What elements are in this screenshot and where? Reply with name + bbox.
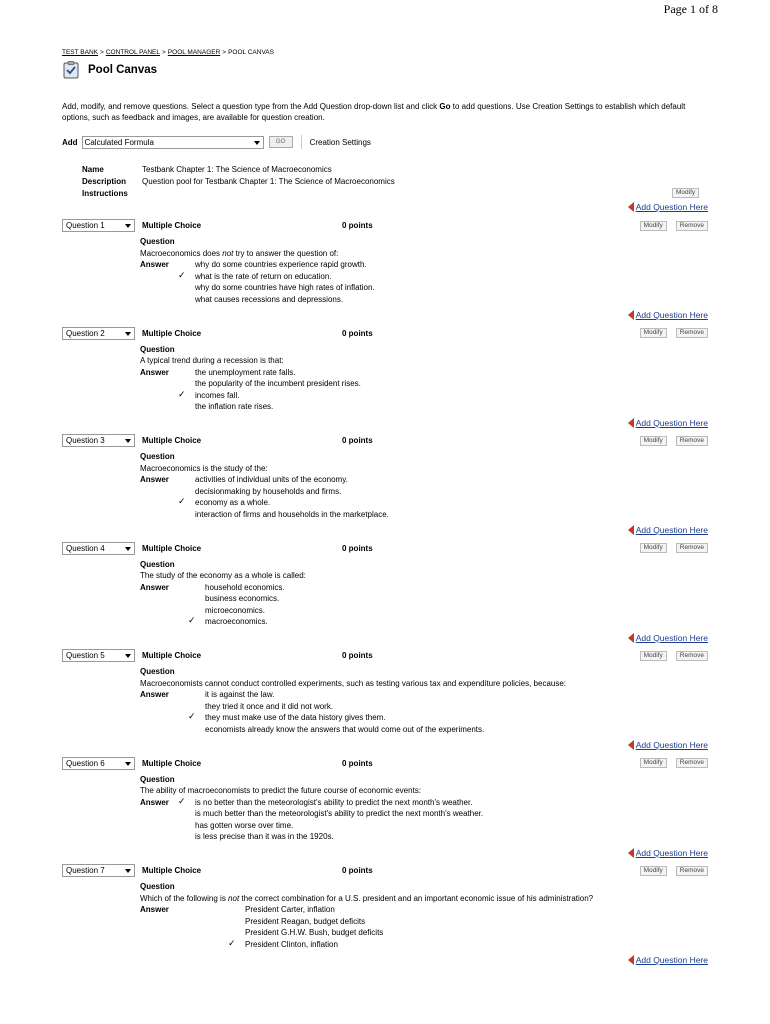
answer-label: Answer xyxy=(140,260,169,269)
red-triangle-icon xyxy=(628,310,634,320)
red-triangle-icon xyxy=(628,848,634,858)
question-label: Question xyxy=(140,774,175,784)
pool-description: Question pool for Testbank Chapter 1: The Science of Macroeconomics xyxy=(142,177,395,186)
checkmark-icon: ✓ xyxy=(178,795,186,806)
modify-button[interactable]: Modify xyxy=(640,436,667,446)
answer-label: Answer xyxy=(140,797,169,807)
question-type-select[interactable]: Calculated Formula xyxy=(82,136,264,149)
answer-option: decisionmaking by households and firms. xyxy=(195,486,342,496)
answer-option: ✓ they must make use of the data history gives them. xyxy=(188,711,386,722)
answers xyxy=(140,689,710,735)
breadcrumb-current: POOL CANVAS xyxy=(228,49,274,56)
question-points: 0 points xyxy=(342,221,373,230)
modify-button[interactable]: Modify xyxy=(640,543,667,553)
pool-info xyxy=(82,164,395,200)
question-body xyxy=(140,666,710,735)
chevron-down-icon xyxy=(125,547,131,551)
question-points: 0 points xyxy=(342,436,373,445)
answer-option: ✓ macroeconomics. xyxy=(188,615,268,626)
question-points: 0 points xyxy=(342,758,373,768)
answer-label: Answer xyxy=(140,690,169,699)
question-body xyxy=(140,881,710,950)
remove-button[interactable]: Remove xyxy=(676,328,708,338)
modify-button[interactable]: Modify xyxy=(640,328,667,338)
answer-option: President Reagan, budget deficits xyxy=(245,916,366,926)
modify-button[interactable]: Modify xyxy=(640,758,667,768)
add-question-here-link[interactable]: Add Question Here xyxy=(628,202,708,212)
add-question-here-link[interactable]: Add Question Here xyxy=(628,955,708,965)
question-points: 0 points xyxy=(342,866,373,875)
add-label: Add xyxy=(62,137,78,147)
answer-option: ✓ economy as a whole. xyxy=(178,496,271,507)
question-order-select[interactable]: Question 6 xyxy=(62,757,135,770)
answer-option: what causes recessions and depressions. xyxy=(195,294,344,304)
remove-button[interactable]: Remove xyxy=(676,758,708,768)
checkmark-icon: ✓ xyxy=(178,269,186,280)
question-label: Question xyxy=(140,667,175,676)
chevron-down-icon xyxy=(125,869,131,873)
answer-option: President G.H.W. Bush, budget deficits xyxy=(245,928,384,937)
breadcrumb-separator: > xyxy=(100,49,104,56)
answer-label: Answer xyxy=(140,905,169,914)
add-question-here-link[interactable]: Add Question Here xyxy=(628,740,708,750)
divider xyxy=(301,135,302,149)
answer-option: the popularity of the incumbent president rises. xyxy=(195,379,361,388)
answers xyxy=(140,367,710,413)
add-question-bar xyxy=(62,135,371,149)
answer-option: household economics. xyxy=(205,582,285,592)
question-points: 0 points xyxy=(342,543,373,553)
question-points: 0 points xyxy=(342,651,373,660)
question-header xyxy=(62,757,708,770)
title-row xyxy=(62,61,157,79)
answer-option: ✓ incomes fall. xyxy=(178,388,240,400)
question-type: Multiple Choice xyxy=(142,436,202,445)
answer-option: President Carter, inflation xyxy=(245,905,335,914)
answer-option: they tried it once and it did not work. xyxy=(205,701,334,711)
instructions-label: Instructions xyxy=(82,189,128,198)
breadcrumb-separator: > xyxy=(162,49,166,56)
clipboard-check-icon xyxy=(62,61,80,79)
question-header xyxy=(62,649,708,662)
chevron-down-icon xyxy=(125,654,131,658)
remove-button[interactable]: Remove xyxy=(676,221,708,231)
answer-option: ✓ what is the rate of return on education. xyxy=(178,269,332,281)
answer-option: interaction of firms and households in the marketplace. xyxy=(195,509,389,519)
add-question-here-link[interactable]: Add Question Here xyxy=(628,418,708,428)
remove-button[interactable]: Remove xyxy=(676,651,708,661)
question-header xyxy=(62,327,708,340)
question-text: A typical trend during a recession is that: xyxy=(140,356,284,365)
checkmark-icon: ✓ xyxy=(228,937,236,948)
question-header xyxy=(62,434,708,447)
question-text: Macroeconomists cannot conduct controlled experiments, such as testing various tax and expenditure policies, because: xyxy=(140,678,567,688)
question-type: Multiple Choice xyxy=(142,543,202,553)
checkmark-icon: ✓ xyxy=(178,388,186,399)
question-label: Question xyxy=(140,237,175,246)
answer-option: why do some countries experience rapid growth. xyxy=(195,260,367,269)
answer-option: economists already know the answers that would come out of the experiments. xyxy=(205,724,485,734)
description-label: Description xyxy=(82,177,127,186)
red-triangle-icon xyxy=(628,955,634,965)
question-body xyxy=(140,559,710,628)
answer-label: Answer xyxy=(140,475,169,484)
modify-button[interactable]: Modify xyxy=(640,221,667,231)
answer-option: the inflation rate rises. xyxy=(195,402,274,411)
modify-button[interactable]: Modify xyxy=(640,651,667,661)
remove-button[interactable]: Remove xyxy=(676,436,708,446)
red-triangle-icon xyxy=(628,633,634,643)
answer-option: why do some countries have high rates of inflation. xyxy=(195,283,375,292)
answers xyxy=(140,582,710,628)
chevron-down-icon xyxy=(125,224,131,228)
modify-button[interactable]: Modify xyxy=(640,866,667,876)
question-order-select[interactable]: Question 3 xyxy=(62,434,135,447)
chevron-down-icon xyxy=(254,141,260,145)
question-label: Question xyxy=(140,452,175,461)
question-text: Which of the following is not the correct combination for a U.S. president and an important economic issue of his administration? xyxy=(140,893,594,903)
answer-option: business economics. xyxy=(205,594,280,603)
question-header xyxy=(62,542,708,555)
question-header xyxy=(62,219,708,232)
add-question-here-link[interactable]: Add Question Here xyxy=(628,525,708,535)
checkmark-icon: ✓ xyxy=(178,496,186,506)
question-order-select[interactable]: Question 1 xyxy=(62,219,135,232)
question-body xyxy=(140,451,710,520)
question-body xyxy=(140,236,710,305)
name-label: Name xyxy=(82,165,104,174)
checkmark-icon: ✓ xyxy=(188,615,196,625)
red-triangle-icon xyxy=(628,740,634,750)
question-text: The study of the economy as a whole is called: xyxy=(140,571,306,580)
question-order-select[interactable]: Question 5 xyxy=(62,649,135,662)
question-order-select[interactable]: Question 7 xyxy=(62,864,135,877)
question-body xyxy=(140,344,710,413)
question-type: Multiple Choice xyxy=(142,328,202,338)
pool-name: Testbank Chapter 1: The Science of Macroeconomics xyxy=(142,165,332,174)
answer-label: Answer xyxy=(140,367,169,377)
question-label: Question xyxy=(140,882,175,891)
remove-button[interactable]: Remove xyxy=(676,543,708,553)
answers xyxy=(140,904,710,950)
red-triangle-icon xyxy=(628,525,634,535)
add-question-here-link[interactable]: Add Question Here xyxy=(628,310,708,320)
answer-option: activities of individual units of the economy. xyxy=(195,475,348,484)
chevron-down-icon xyxy=(125,439,131,443)
breadcrumb xyxy=(62,49,274,56)
red-triangle-icon xyxy=(628,418,634,428)
intro-text: Add, modify, and remove questions. Select a question type from the Add Question drop-down list and click Go to add questions. Use Creation Settings to establish which default options, such as feedback and images, are available for question creation. xyxy=(62,102,686,122)
question-type: Multiple Choice xyxy=(142,651,202,660)
breadcrumb-pool-manager[interactable]: POOL MANAGER xyxy=(167,49,221,56)
answer-option: the unemployment rate falls. xyxy=(195,367,296,377)
breadcrumb-test-bank[interactable]: TEST BANK xyxy=(62,49,99,56)
question-text: Macroeconomics does not try to answer the question of: xyxy=(140,248,339,258)
answer-label: Answer xyxy=(140,582,169,592)
add-question-here-link[interactable]: Add Question Here xyxy=(628,633,708,643)
question-text: Macroeconomics is the study of the: xyxy=(140,463,268,473)
add-question-here-link[interactable]: Add Question Here xyxy=(628,848,708,858)
page-number: Page 1 of 8 xyxy=(663,2,718,16)
question-order-select[interactable]: Question 4 xyxy=(62,542,135,555)
question-points: 0 points xyxy=(342,328,373,338)
chevron-down-icon xyxy=(125,762,131,766)
modify-pool-button[interactable]: Modify xyxy=(672,188,699,198)
answer-option: has gotten worse over time. xyxy=(195,820,294,830)
question-order-select[interactable]: Question 2 xyxy=(62,327,135,340)
question-label: Question xyxy=(140,344,175,354)
answers xyxy=(140,474,710,520)
answer-option: microeconomics. xyxy=(205,605,266,615)
question-type: Multiple Choice xyxy=(142,866,202,875)
question-type: Multiple Choice xyxy=(142,758,202,768)
creation-settings-link[interactable]: Creation Settings xyxy=(309,137,371,147)
answer-option: it is against the law. xyxy=(205,690,275,699)
question-body xyxy=(140,774,710,843)
answer-option: ✓ is no better than the meteorologist's ability to predict the next month's weather. xyxy=(178,795,473,807)
breadcrumb-control-panel[interactable]: CONTROL PANEL xyxy=(105,49,160,56)
answer-option: is less precise than it was in the 1920s. xyxy=(195,832,334,841)
checkmark-icon: ✓ xyxy=(188,711,196,721)
answer-option: ✓ President Clinton, inflation xyxy=(228,937,338,949)
red-triangle-icon xyxy=(628,202,634,212)
question-label: Question xyxy=(140,559,175,569)
breadcrumb-separator: > xyxy=(222,49,227,56)
answer-option: is much better than the meteorologist's ability to predict the next month's weather. xyxy=(195,809,484,818)
remove-button[interactable]: Remove xyxy=(676,866,708,876)
question-text: The ability of macroeconomists to predict the future course of economic events: xyxy=(140,786,422,795)
go-button[interactable]: GO xyxy=(269,136,293,148)
answers xyxy=(140,797,710,843)
question-type: Multiple Choice xyxy=(142,221,202,230)
page-title: Pool Canvas xyxy=(88,64,158,76)
answers xyxy=(140,259,710,305)
question-header xyxy=(62,864,708,877)
chevron-down-icon xyxy=(125,332,131,336)
